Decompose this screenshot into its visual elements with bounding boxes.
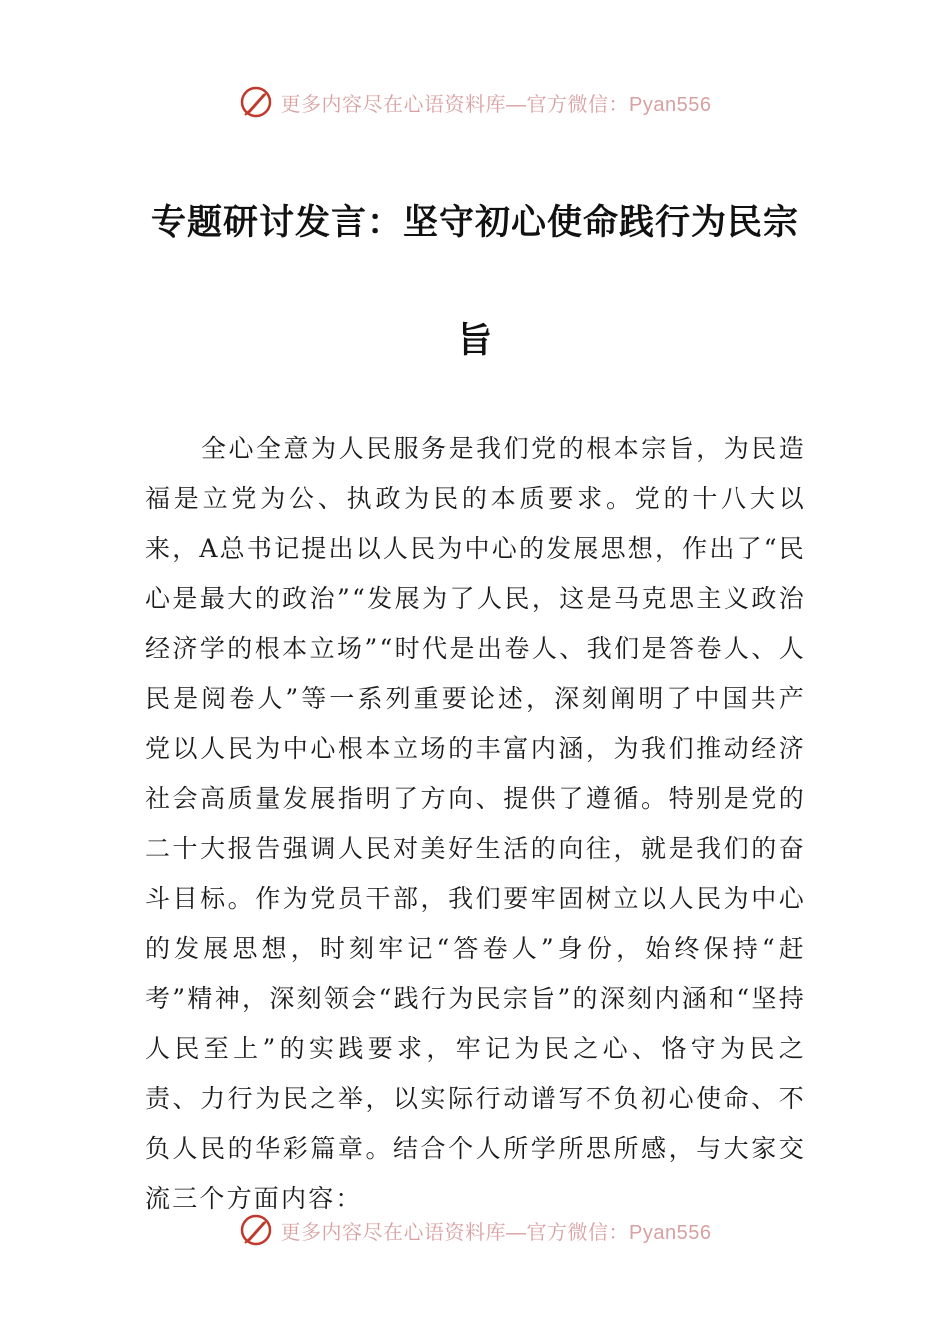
watermark-wechat-text: —官方微信：Pyan556 [506,93,712,116]
watermark-footer [0,1208,950,1252]
pen-quill-logo-icon [239,1213,273,1247]
watermark-text [281,88,712,117]
pen-quill-logo-icon [239,85,273,119]
watermark-text [281,1216,712,1245]
body-paragraph: 全心全意为人民服务是我们党的根本宗旨，为民造福是立党为公、执政为民的本质要求。党的十八大以来，A总书记提出以人民为中心的发展思想，作出了“民心是最大的政治”“发展为了人民，这是马克思主义政治经济学的根本立场”“时代是出卷人、我们是答卷人、人民是阅卷人”等一系列重要论述，深刻阐明了中国共产党以人民为中心根本立场的丰富内涵，为我们推动经济社会高质量发展指明了方向、提供了遵循。特别是党的二十大报告强调人民对美好生活的向往，就是我们的奋斗目标。作为党员干部，我们要牢固树立以人民为中心的发展思想，时刻牢记“答卷人”身份，始终保持“赶考”精神，深刻领会“践行为民宗旨”的深刻内涵和“坚持人民至上”的实践要求，牢记为民之心、恪守为民之责、力行为民之举，以实际行动谱写不负初心使命、不负人民的华彩篇章。结合个人所学所思所感，与大家交流三个方面内容： [145,434,806,1213]
watermark-header [0,80,950,124]
watermark-site-text: 更多内容尽在心语资料库 [280,91,507,116]
watermark-wechat-text: —官方微信：Pyan556 [506,1221,712,1244]
document-title: 专题研讨发言：坚守初心使命践行为民宗旨 [150,203,799,361]
watermark-site-text: 更多内容尽在心语资料库 [280,1219,507,1244]
